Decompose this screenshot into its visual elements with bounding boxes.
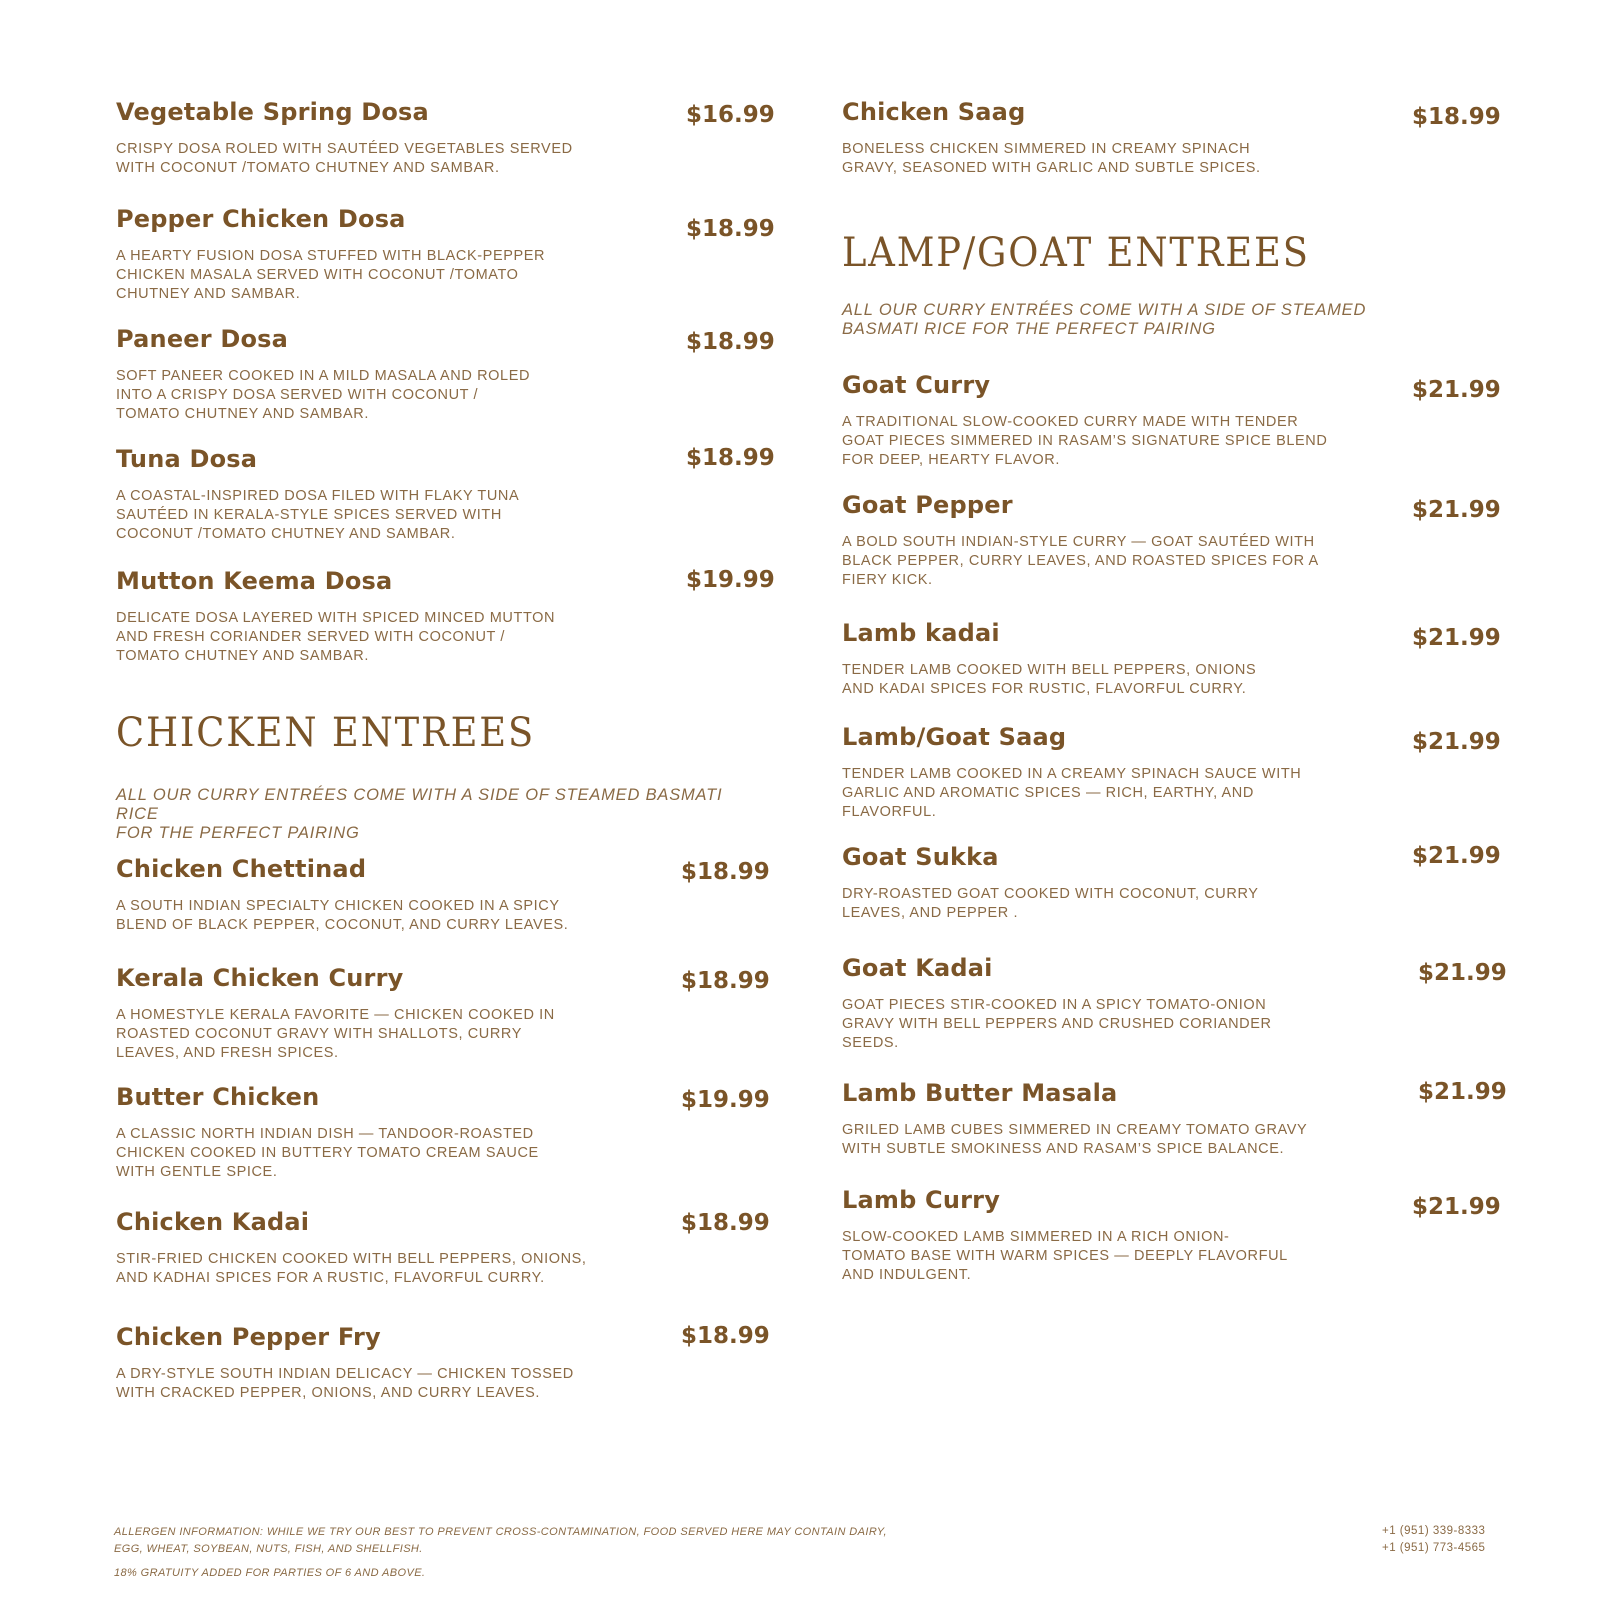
menu-item-name: Goat Sukka: [842, 843, 999, 871]
menu-item-name: Kerala Chicken Curry: [116, 964, 404, 992]
phone-number-1[interactable]: +1 (951) 339-8333: [1382, 1525, 1486, 1537]
menu-item-price: $16.99: [686, 102, 775, 128]
menu-item-price: $18.99: [681, 1210, 770, 1236]
menu-item-name: Tuna Dosa: [116, 445, 258, 473]
menu-item-name: Lamb Butter Masala: [842, 1079, 1118, 1107]
menu-item-name: Lamb kadai: [842, 619, 1000, 647]
menu-item-price: $19.99: [686, 567, 775, 593]
chicken-section-note: ALL OUR CURRY ENTRÉES COME WITH A SIDE OF STEAMED BASMATI RICE FOR THE PERFECT PAIRING: [116, 786, 723, 842]
menu-item-price: $21.99: [1412, 625, 1501, 651]
menu-item-price: $18.99: [681, 968, 770, 994]
menu-item-description: TENDER LAMB COOKED IN A CREAMY SPINACH SAUCE WITH GARLIC AND AROMATIC SPICES — RICH, EARTHY, AND FLAVORFUL.: [842, 766, 1302, 820]
menu-item-description: A SOUTH INDIAN SPECIALTY CHICKEN COOKED IN A SPICY BLEND OF BLACK PEPPER, COCONUT, AND CURRY LEAVES.: [116, 898, 569, 933]
menu-item-name: Goat Pepper: [842, 491, 1013, 519]
goat-section-title: LAMP/GOAT ENTREES: [842, 230, 1310, 276]
phone-number-2[interactable]: +1 (951) 773-4565: [1382, 1542, 1486, 1554]
goat-section-note: ALL OUR CURRY ENTRÉES COME WITH A SIDE OF STEAMED BASMATI RICE FOR THE PERFECT PAIRING: [842, 301, 1367, 338]
menu-item-price: $18.99: [686, 216, 775, 242]
gratuity-note: 18% GRATUITY ADDED FOR PARTIES OF 6 AND ABOVE.: [114, 1567, 426, 1579]
menu-item-price: $18.99: [681, 859, 770, 885]
menu-item-description: BONELESS CHICKEN SIMMERED IN CREAMY SPINACH GRAVY, SEASONED WITH GARLIC AND SUBTLE SPICES.: [842, 141, 1261, 176]
menu-item-name: Goat Curry: [842, 371, 991, 399]
menu-item-price: $21.99: [1418, 1079, 1507, 1105]
menu-item-name: Lamb Curry: [842, 1186, 1001, 1214]
menu-item-description: A HEARTY FUSION DOSA STUFFED WITH BLACK-PEPPER CHICKEN MASALA SERVED WITH COCONUT /TOMATO CHUTNEY AND SAMBAR.: [116, 248, 546, 302]
menu-item-price: $19.99: [681, 1087, 770, 1113]
menu-item-price: $21.99: [1412, 843, 1501, 869]
menu-item-name: Vegetable Spring Dosa: [116, 98, 429, 126]
menu-item-name: Lamb/Goat Saag: [842, 723, 1067, 751]
menu-item-name: Goat Kadai: [842, 954, 993, 982]
menu-item-description: DELICATE DOSA LAYERED WITH SPICED MINCED MUTTON AND FRESH CORIANDER SERVED WITH COCONUT / TOMATO CHUTNEY AND SAMBAR.: [116, 610, 556, 664]
menu-item-price: $21.99: [1412, 1194, 1501, 1220]
menu-item-description: A COASTAL-INSPIRED DOSA FILED WITH FLAKY TUNA SAUTÉED IN KERALA-STYLE SPICES SERVED WITH COCONUT /TOMATO CHUTNEY AND SAMBAR.: [116, 488, 520, 542]
menu-item-description: TENDER LAMB COOKED WITH BELL PEPPERS, ONIONS AND KADAI SPICES FOR RUSTIC, FLAVORFUL CURRY.: [842, 662, 1257, 697]
menu-item-name: Mutton Keema Dosa: [116, 567, 393, 595]
chicken-section-title: CHICKEN ENTREES: [116, 710, 536, 756]
menu-item-description: A DRY-STYLE SOUTH INDIAN DELICACY — CHICKEN TOSSED WITH CRACKED PEPPER, ONIONS, AND CURRY LEAVES.: [116, 1366, 574, 1401]
menu-item-description: DRY-ROASTED GOAT COOKED WITH COCONUT, CURRY LEAVES, AND PEPPER .: [842, 886, 1259, 921]
menu-item-name: Chicken Saag: [842, 98, 1026, 126]
menu-item-price: $21.99: [1412, 729, 1501, 755]
menu-item-name: Chicken Kadai: [116, 1208, 310, 1236]
menu-item-description: STIR-FRIED CHICKEN COOKED WITH BELL PEPPERS, ONIONS, AND KADHAI SPICES FOR A RUSTIC, FLAVORFUL CURRY.: [116, 1251, 587, 1286]
menu-item-price: $18.99: [686, 445, 775, 471]
menu-item-price: $18.99: [1412, 104, 1501, 130]
menu-item-price: $21.99: [1418, 960, 1507, 986]
menu-item-name: Butter Chicken: [116, 1083, 320, 1111]
menu-item-description: A HOMESTYLE KERALA FAVORITE — CHICKEN COOKED IN ROASTED COCONUT GRAVY WITH SHALLOTS, CURRY LEAVES, AND FRESH SPICES.: [116, 1007, 555, 1061]
menu-item-description: GOAT PIECES STIR-COOKED IN A SPICY TOMATO-ONION GRAVY WITH BELL PEPPERS AND CRUSHED CORIANDER SEEDS.: [842, 997, 1272, 1051]
menu-item-name: Chicken Chettinad: [116, 855, 367, 883]
menu-item-description: A TRADITIONAL SLOW-COOKED CURRY MADE WITH TENDER GOAT PIECES SIMMERED IN RASAM’S SIGNATURE SPICE BLEND FOR DEEP, HEARTY FLAVOR.: [842, 414, 1328, 468]
menu-item-description: SLOW-COOKED LAMB SIMMERED IN A RICH ONION- TOMATO BASE WITH WARM SPICES — DEEPLY FLAVORFUL AND INDULGENT.: [842, 1229, 1288, 1283]
menu-item-description: A CLASSIC NORTH INDIAN DISH — TANDOOR-ROASTED CHICKEN COOKED IN BUTTERY TOMATO CREAM SAUCE WITH GENTLE SPICE.: [116, 1126, 539, 1180]
menu-item-name: Chicken Pepper Fry: [116, 1323, 381, 1351]
menu-item-name: Pepper Chicken Dosa: [116, 205, 406, 233]
menu-item-description: CRISPY DOSA ROLED WITH SAUTÉED VEGETABLES SERVED WITH COCONUT /TOMATO CHUTNEY AND SAMBAR.: [116, 141, 573, 176]
menu-item-description: GRILED LAMB CUBES SIMMERED IN CREAMY TOMATO GRAVY WITH SUBTLE SMOKINESS AND RASAM’S SPICE BALANCE.: [842, 1122, 1308, 1157]
menu-item-price: $21.99: [1412, 497, 1501, 523]
menu-item-price: $21.99: [1412, 377, 1501, 403]
menu-item-description: SOFT PANEER COOKED IN A MILD MASALA AND ROLED INTO A CRISPY DOSA SERVED WITH COCONUT / TOMATO CHUTNEY AND SAMBAR.: [116, 368, 531, 422]
menu-item-price: $18.99: [686, 329, 775, 355]
menu-item-price: $18.99: [681, 1323, 770, 1349]
menu-item-name: Paneer Dosa: [116, 325, 289, 353]
allergen-info: ALLERGEN INFORMATION: WHILE WE TRY OUR BEST TO PREVENT CROSS-CONTAMINATION, FOOD SERVED HERE MAY CONTAIN DAIRY, EGG, WHEAT, SOYBEAN, NUTS, FISH, AND SHELLFISH.: [114, 1526, 887, 1555]
menu-item-description: A BOLD SOUTH INDIAN-STYLE CURRY — GOAT SAUTÉED WITH BLACK PEPPER, CURRY LEAVES, AND ROASTED SPICES FOR A FIERY KICK.: [842, 534, 1319, 588]
